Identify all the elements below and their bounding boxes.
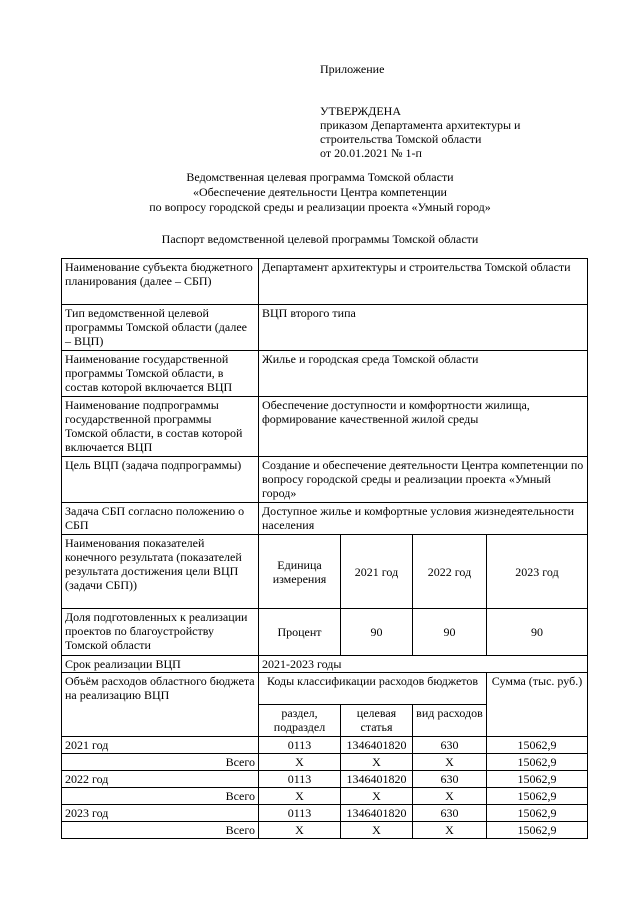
goal-value: Создание и обеспечение деятельности Центра компетенции по вопросу городской среды и реализации проекта «Умный город»	[259, 457, 588, 503]
year-2022-header: 2022 год	[413, 535, 487, 609]
budget-label: Объём расходов областного бюджета на реализацию ВЦП	[62, 673, 259, 737]
passport-title: Паспорт ведомственной целевой программы Томской области	[161, 232, 479, 246]
table-row	[62, 822, 588, 839]
sbp-value: Департамент архитектуры и строительства Томской области	[259, 259, 588, 305]
task-label: Задача СБП согласно положению о СБП	[62, 503, 259, 535]
year-label: 2023 год	[62, 805, 259, 822]
kind-code: 630	[413, 771, 487, 788]
goal-label: Цель ВЦП (задача подпрограммы)	[62, 457, 259, 503]
article-header: целевая статья	[341, 705, 413, 737]
approval-line-3: от 20.01.2021 № 1-п	[320, 146, 422, 160]
program-title-line-2: «Обеспечение деятельности Центра компетенции	[193, 185, 447, 199]
subprogram-value: Обеспечение доступности и комфортности жилища, формирование качественной жилой среды	[259, 397, 588, 457]
table-row	[62, 351, 588, 397]
codes-header: Коды классификации расходов бюджетов	[259, 673, 487, 705]
task-value: Доступное жилье и комфортные условия жизнедеятельности населения	[259, 503, 588, 535]
section-code: 0113	[259, 771, 341, 788]
table-row	[62, 259, 588, 305]
table-row	[62, 609, 588, 656]
term-label: Срок реализации ВЦП	[62, 656, 259, 673]
article-code: 1346401820	[341, 805, 413, 822]
program-type-label: Тип ведомственной целевой программы Томской области (далее – ВЦП)	[62, 305, 259, 351]
sbp-label: Наименование субъекта бюджетного планирования (далее – СБП)	[62, 259, 259, 305]
appendix-label: Приложение	[320, 62, 385, 76]
total-kind: X	[413, 754, 487, 771]
total-sum: 15062,9	[487, 788, 588, 805]
share-2021: 90	[341, 609, 413, 656]
table-row	[62, 673, 588, 705]
sum-value: 15062,9	[487, 737, 588, 754]
article-code: 1346401820	[341, 737, 413, 754]
sum-value: 15062,9	[487, 805, 588, 822]
table-row	[62, 397, 588, 457]
program-title-line-3: по вопросу городской среды и реализации проекта «Умный город»	[149, 200, 491, 214]
table-row	[62, 503, 588, 535]
total-label: Всего	[62, 822, 259, 839]
year-label: 2021 год	[62, 737, 259, 754]
state-program-value: Жилье и городская среда Томской области	[259, 351, 588, 397]
subprogram-label: Наименование подпрограммы государственной программы Томской области, в состав которой включается ВЦП	[62, 397, 259, 457]
program-type-value: ВЦП второго типа	[259, 305, 588, 351]
share-2022: 90	[413, 609, 487, 656]
total-section: X	[259, 788, 341, 805]
total-sum: 15062,9	[487, 754, 588, 771]
table-row	[62, 305, 588, 351]
indicator-label: Наименования показателей конечного результата (показателей результата достижения цели ВЦП (задачи СБП))	[62, 535, 259, 609]
share-label: Доля подготовленных к реализации проектов по благоустройству Томской области	[62, 609, 259, 656]
year-2023-header: 2023 год	[487, 535, 588, 609]
table-row	[62, 771, 588, 788]
total-sum: 15062,9	[487, 822, 588, 839]
table-row	[62, 535, 588, 609]
total-label: Всего	[62, 754, 259, 771]
sum-header: Сумма (тыс. руб.)	[487, 673, 588, 737]
year-2021-header: 2021 год	[341, 535, 413, 609]
table-row	[62, 754, 588, 771]
total-section: X	[259, 754, 341, 771]
unit-header: Единица измерения	[259, 535, 341, 609]
table-row	[62, 805, 588, 822]
section-code: 0113	[259, 805, 341, 822]
approval-line-2: строительства Томской области	[320, 132, 482, 146]
section-code: 0113	[259, 737, 341, 754]
total-kind: X	[413, 788, 487, 805]
term-value: 2021-2023 годы	[259, 656, 588, 673]
kind-code: 630	[413, 737, 487, 754]
program-title-line-1: Ведомственная целевая программа Томской области	[186, 170, 454, 184]
approved-label: УТВЕРЖДЕНА	[320, 104, 402, 118]
kind-header: вид расходов	[413, 705, 487, 737]
share-unit: Процент	[259, 609, 341, 656]
article-code: 1346401820	[341, 771, 413, 788]
table-row	[62, 457, 588, 503]
state-program-label: Наименование государственной программы Томской области, в состав которой включается ВЦП	[62, 351, 259, 397]
table-row	[62, 788, 588, 805]
section-header: раздел, подраздел	[259, 705, 341, 737]
approval-line-1: приказом Департамента архитектуры и	[320, 118, 521, 132]
total-article: X	[341, 822, 413, 839]
approval-block	[320, 62, 570, 160]
share-2023: 90	[487, 609, 588, 656]
total-kind: X	[413, 822, 487, 839]
kind-code: 630	[413, 805, 487, 822]
total-article: X	[341, 788, 413, 805]
year-label: 2022 год	[62, 771, 259, 788]
table-row	[62, 656, 588, 673]
total-article: X	[341, 754, 413, 771]
total-label: Всего	[62, 788, 259, 805]
sum-value: 15062,9	[487, 771, 588, 788]
passport-table	[61, 258, 588, 839]
table-row	[62, 737, 588, 754]
total-section: X	[259, 822, 341, 839]
